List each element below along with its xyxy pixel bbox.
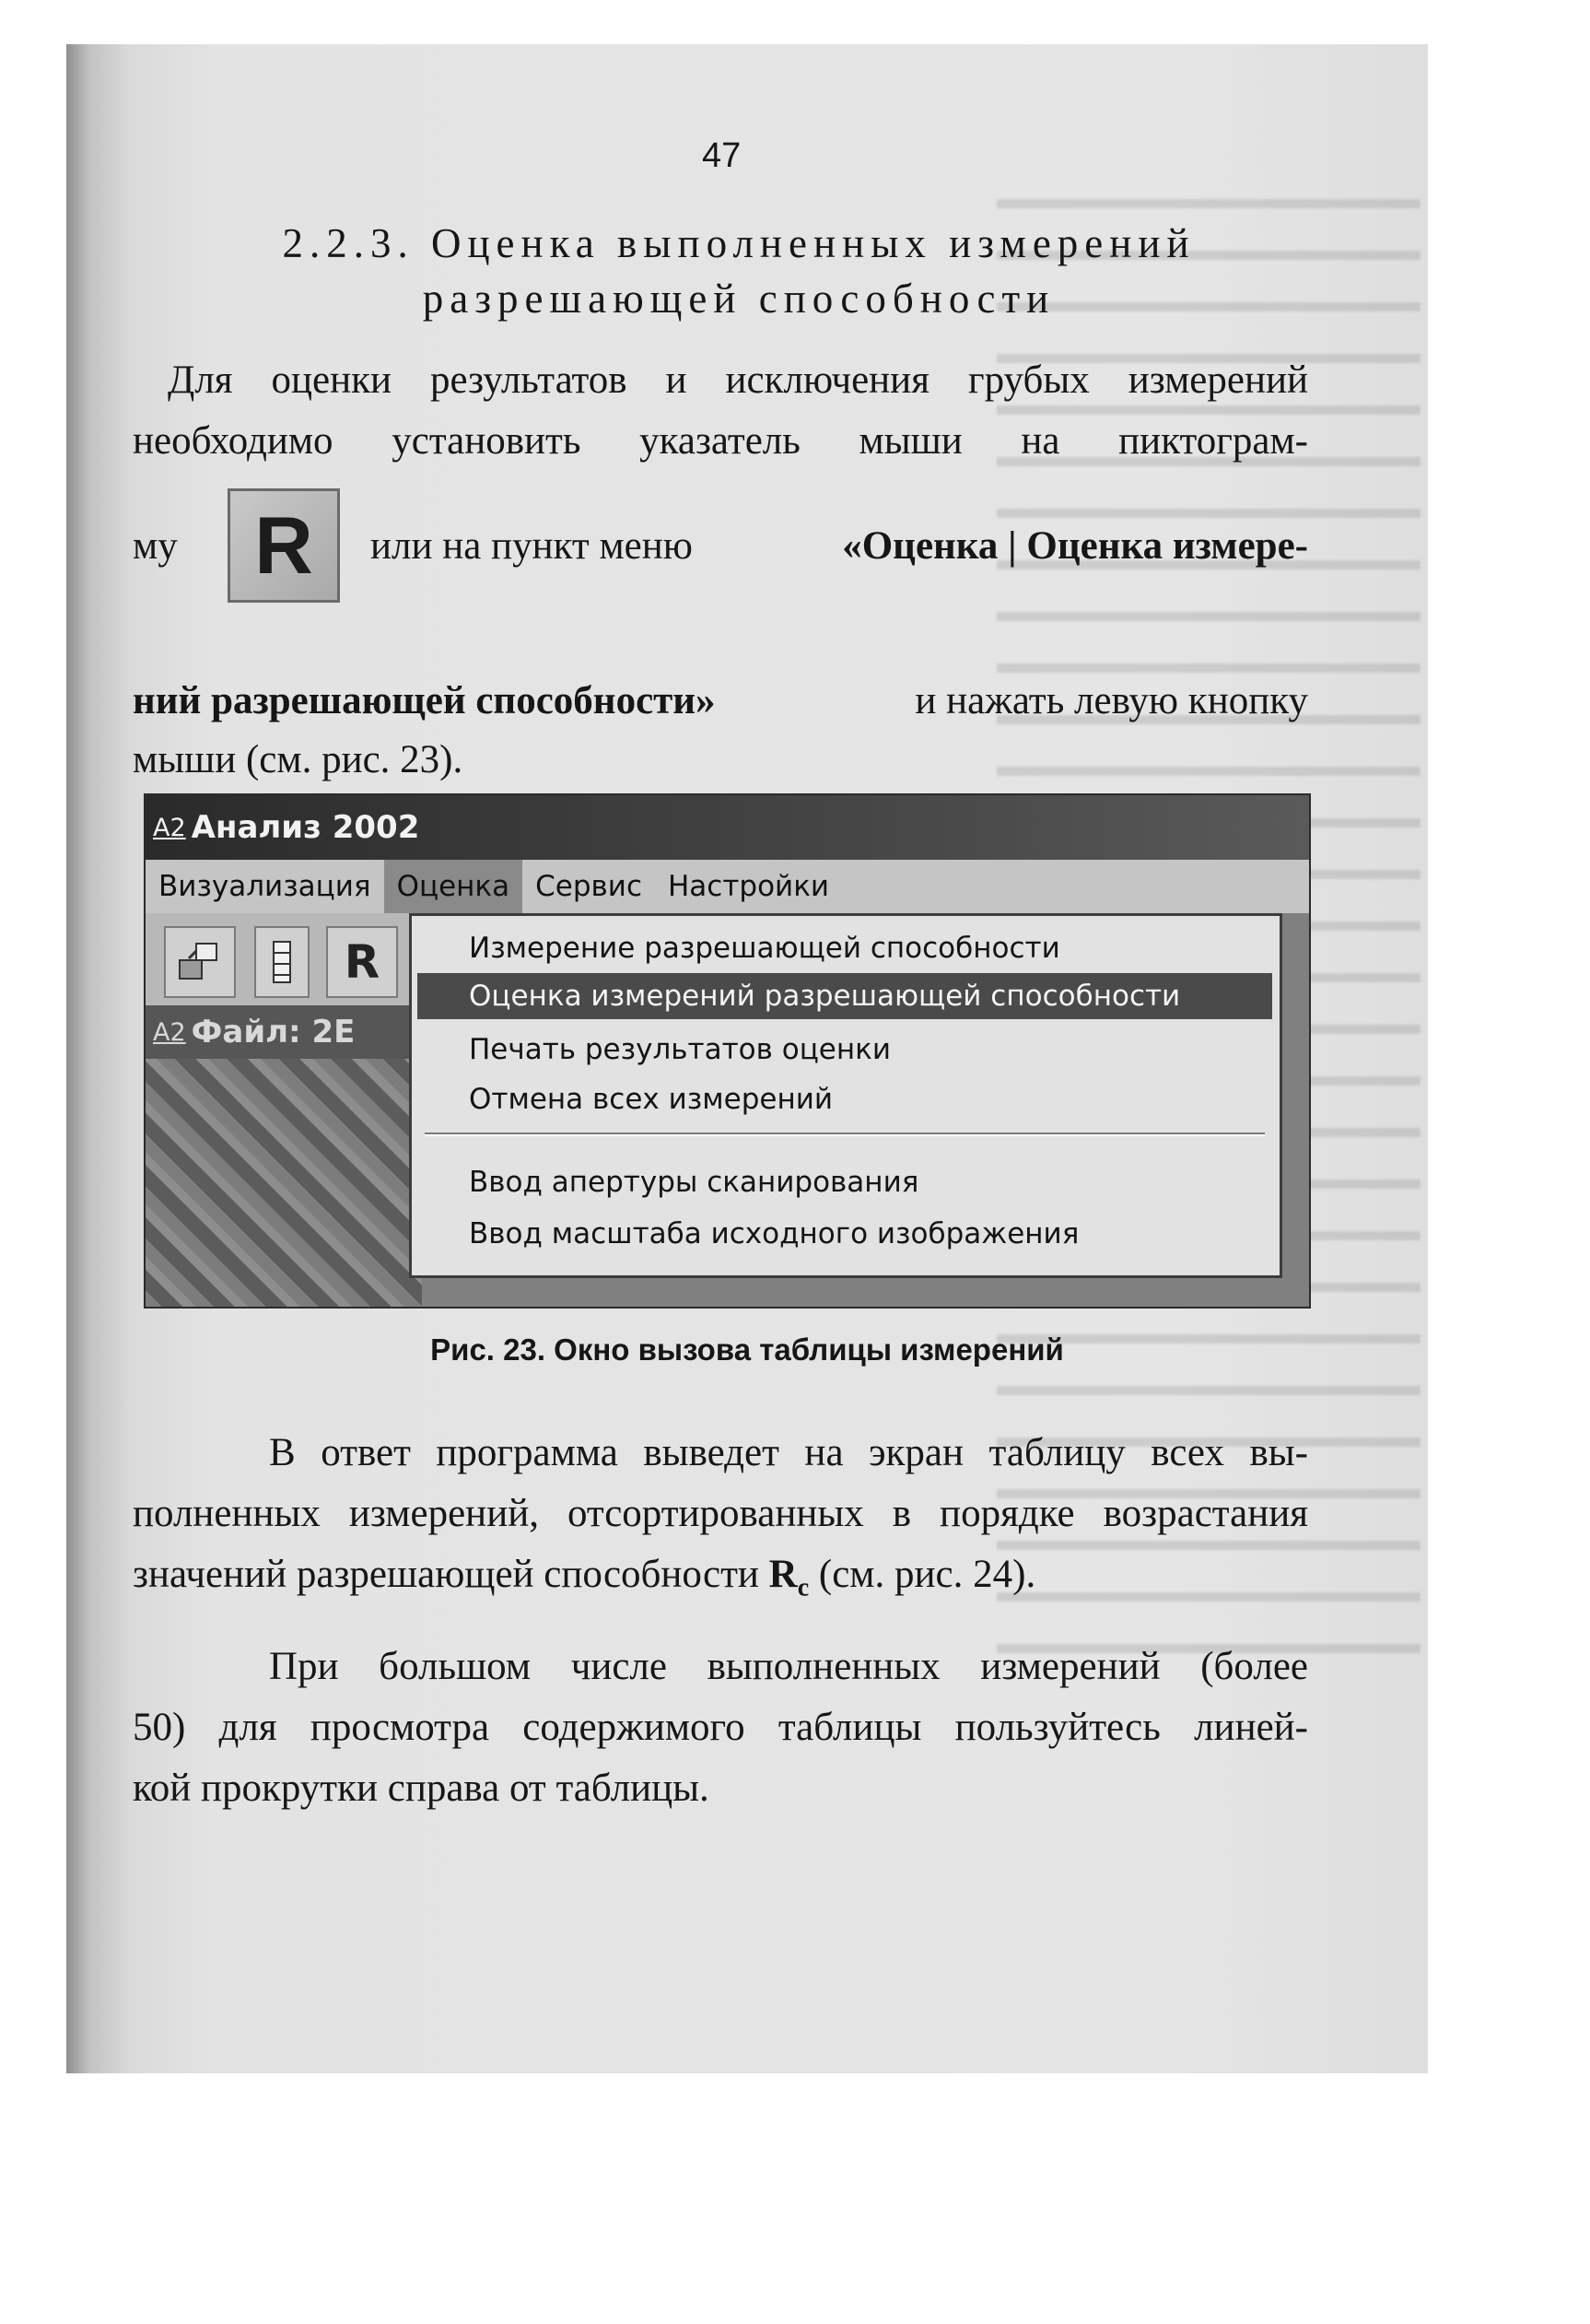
open-folder-icon[interactable] [164,926,236,998]
r-toolbar-button[interactable]: R [326,926,398,998]
window-title-bar [146,795,1309,860]
para1-line5: мыши (см. рис. 23). [133,738,463,781]
para2-line1: В ответ программа выведет на экран таблицу всех вы- [269,1431,1308,1474]
menu-item-cancel-all[interactable]: Отмена всех измерений [469,1083,834,1116]
app-screenshot [144,793,1311,1309]
para3-line3: кой прокрутки справа от таблицы. [133,1766,709,1810]
inner-window-title-bar [146,1005,422,1059]
para1-line3-start: му [133,524,178,568]
menu-item-scan-aperture[interactable]: Ввод апертуры сканирования [469,1166,919,1199]
section-heading [140,216,1338,326]
menu-item-print-results[interactable]: Печать результатов оценки [469,1033,892,1066]
para3-line2: 50) для просмотра содержимого таблицы пользуйтесь линей- [133,1706,1308,1749]
menu-item-evaluate-resolution[interactable]: Оценка измерений разрешающей способности [417,973,1272,1019]
para1-line4-bold: ний разрешающей способности» [133,679,716,722]
rc-symbol: $R_c$ [768,1553,810,1602]
para1-line1: Для оценки результатов и исключения грубых измерений [168,358,1308,402]
image-preview [146,1059,422,1309]
para1-line3-bold: «Оценка | Оценка измере- [842,524,1308,568]
r-icon-letter: R [254,499,313,591]
menu-item-image-scale[interactable]: Ввод масштаба исходного изображения [469,1217,1080,1250]
para3-line1: При большом числе выполненных измерений (более [269,1645,1308,1688]
menu-bar [146,860,1309,913]
menu-separator [425,1133,1265,1136]
evaluation-dropdown-menu [409,913,1282,1278]
book-page [66,44,1428,2073]
para2-line2: полненных измерений, отсортированных в порядке возрастания [133,1492,1308,1535]
window-title: Анализ 2002 [191,809,420,846]
menu-item-measure-resolution[interactable]: Измерение разрешающей способности [469,932,1060,965]
para1-line4 [133,671,1308,732]
inner-window-title: Файл: 2E [191,1014,356,1050]
app-icon: A2 [153,813,186,842]
page-number: 47 [702,136,742,175]
para1-line4-rest: и нажать левую кнопку [915,679,1308,722]
menu-visualization[interactable]: Визуализация [158,870,371,903]
figure-caption: Рис. 23. Окно вызова таблицы измерений [430,1332,1064,1367]
inner-window [146,1005,422,1309]
heading-line-2: разрешающей способности [422,276,1056,322]
toolbar [146,913,413,1005]
menu-service[interactable]: Сервис [535,870,642,903]
para1-line2: необходимо установить указатель мыши на пиктограм- [133,419,1308,463]
para2-line3 [133,1544,1035,1619]
para2-line3-end: (см. рис. 24). [818,1553,1036,1596]
para1-line3-mid: или на пункт меню [370,524,693,568]
table-icon[interactable] [254,926,310,998]
inner-app-icon: A2 [153,1017,186,1047]
para2-line3-start: значений разрешающей способности [133,1553,759,1596]
r-icon [228,488,340,603]
heading-line-1: 2.2.3. Оценка выполненных измерений [282,220,1196,266]
menu-evaluation[interactable]: Оценка [384,860,523,913]
menu-settings[interactable]: Настройки [668,870,830,903]
